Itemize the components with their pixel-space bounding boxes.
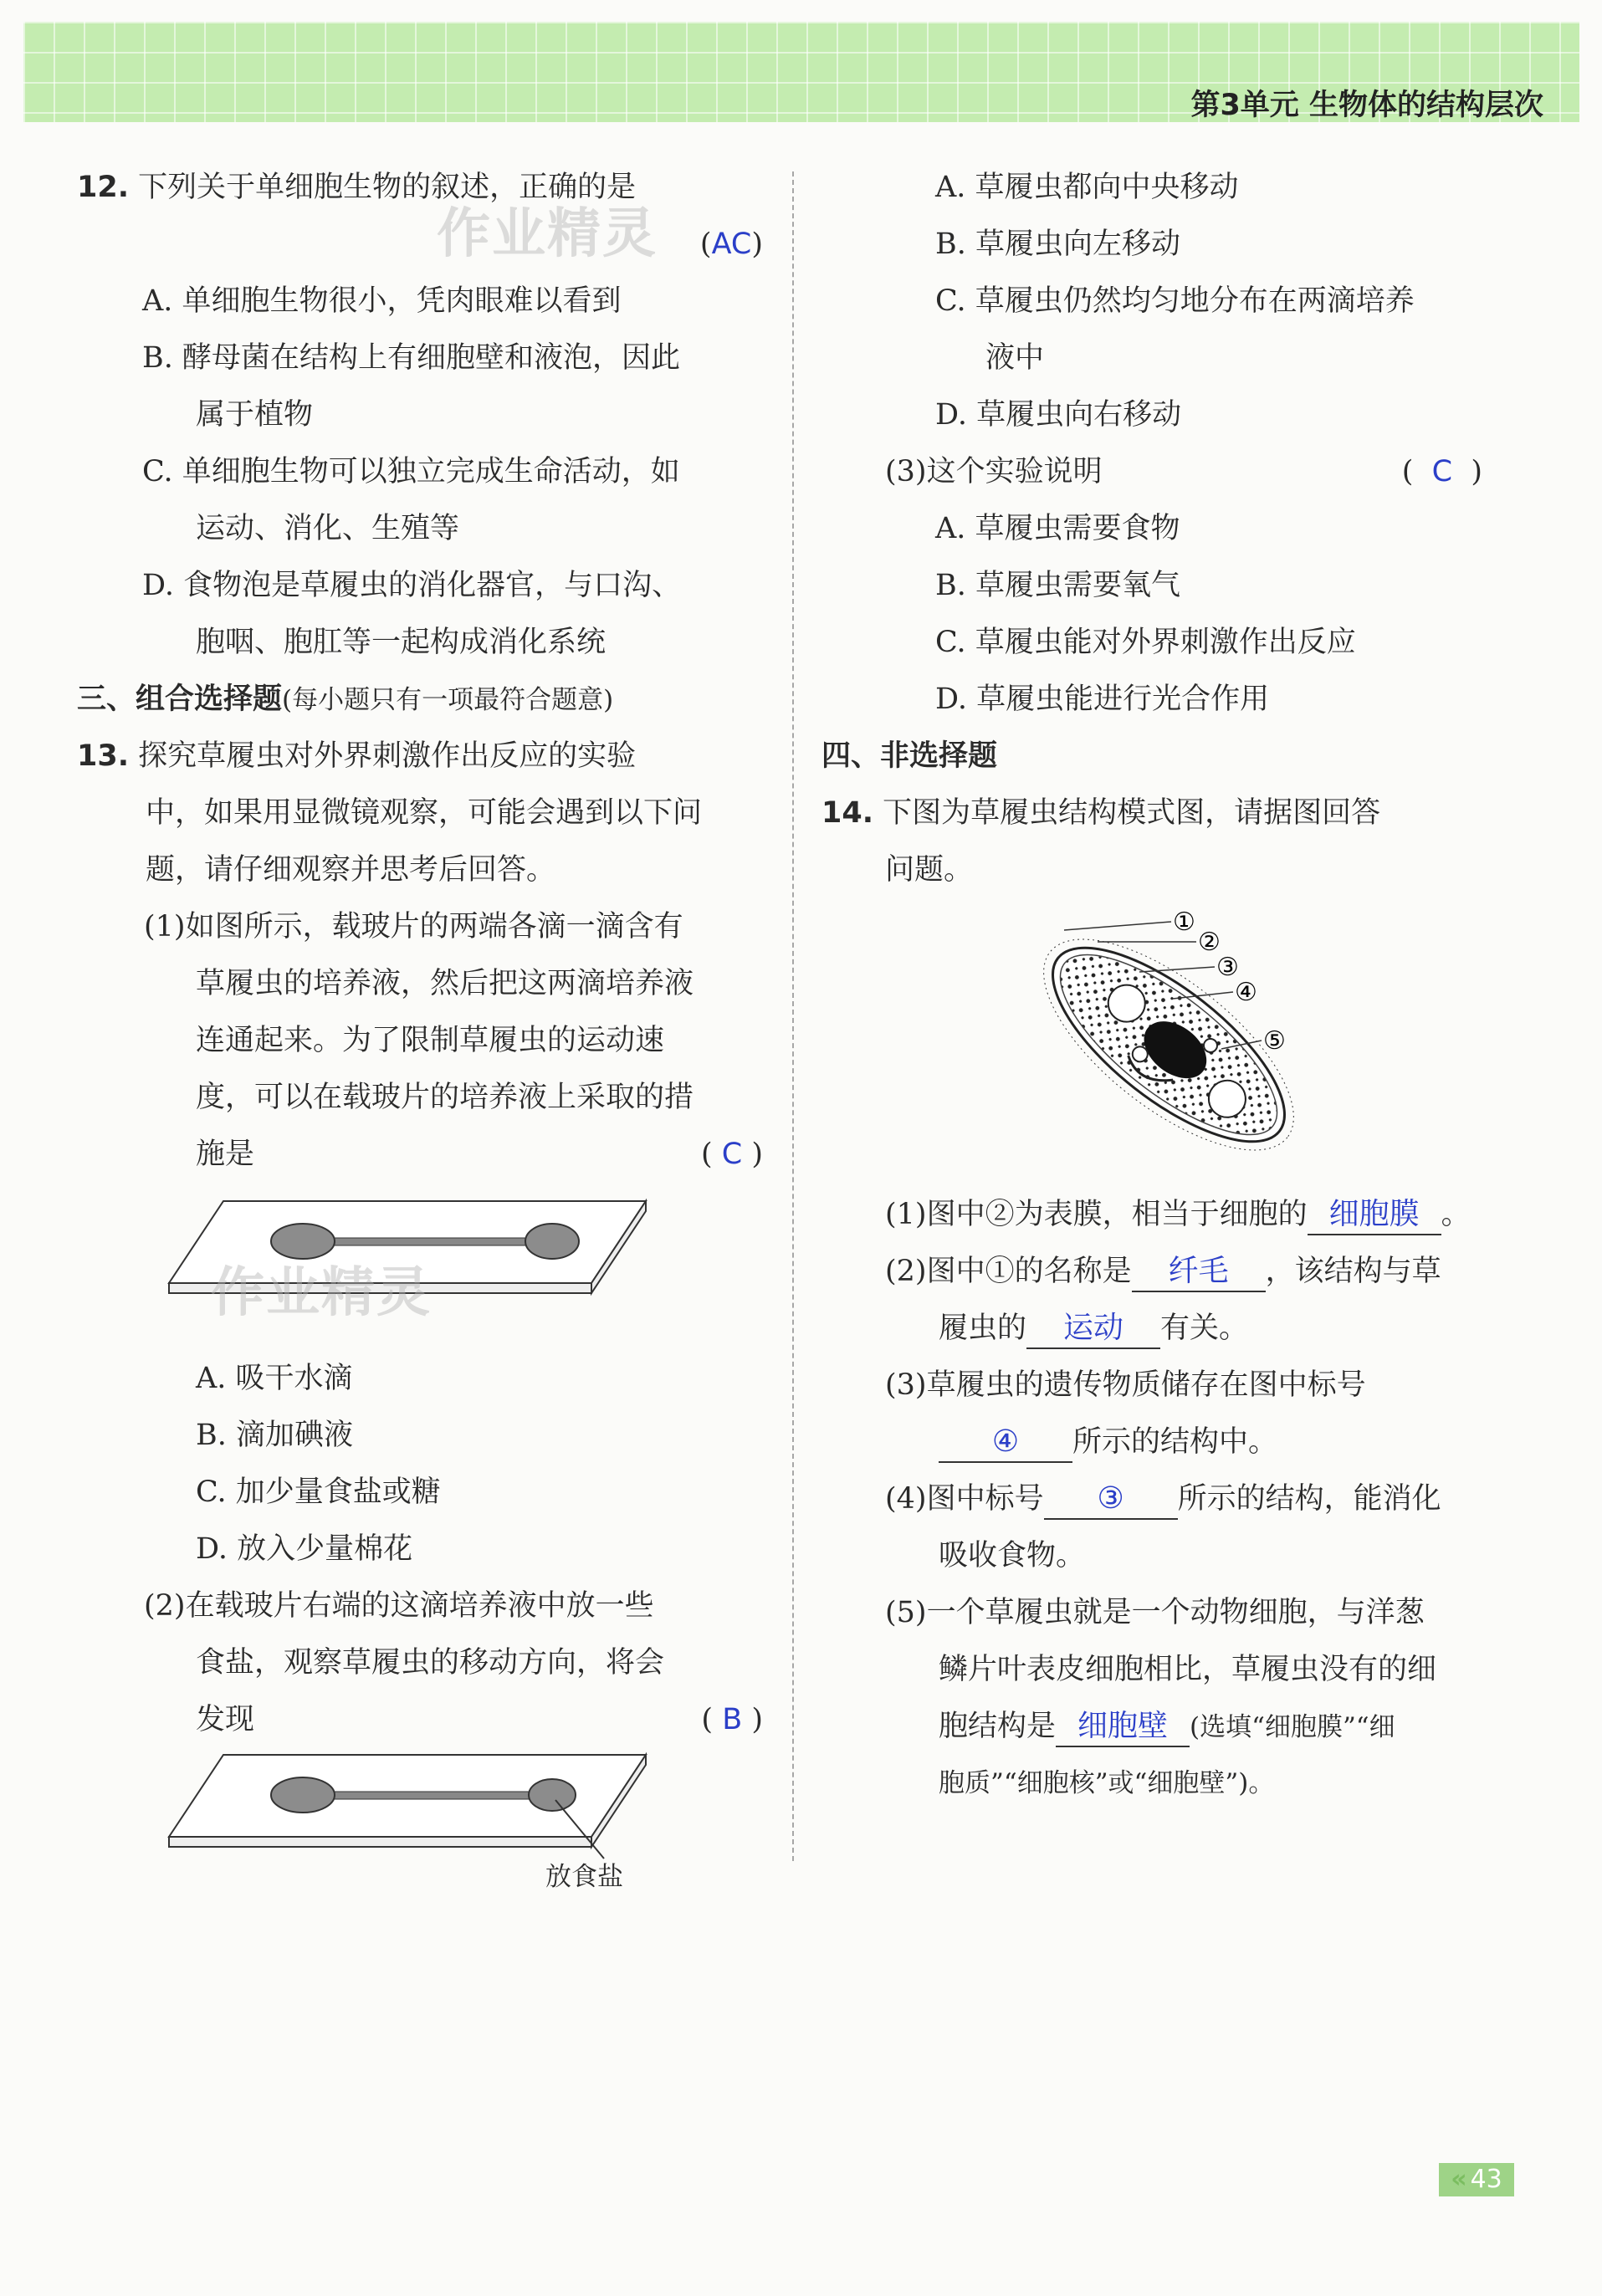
q13-part2-l2: 食盐，观察草履虫的移动方向，将会 — [196, 1646, 665, 1680]
glass-slide-salt-diagram — [77, 1748, 763, 1890]
q13-part2-option-a: A. 草履虫都向中央移动 — [935, 171, 1239, 204]
q14-stem-2: 问题。 — [885, 853, 974, 887]
fill-blank — [1044, 1480, 1178, 1520]
label-2: ② — [1198, 928, 1221, 957]
slide-figure-1 — [77, 1183, 763, 1350]
q12-option-b-cont: 属于植物 — [196, 398, 314, 432]
q12-option-a: A. 单细胞生物很小，凭肉眼难以看到 — [142, 284, 622, 318]
fill-blank — [939, 1423, 1072, 1463]
label-1: ① — [1173, 908, 1195, 937]
q13-stem-3: 题，请仔细观察并思考后回答。 — [146, 853, 556, 887]
q14-part5-l2: 鳞片叶表皮细胞相比，草履虫没有的细 — [939, 1653, 1437, 1686]
q13-part1-l2: 草履虫的培养液，然后把这两滴培养液 — [196, 967, 694, 1000]
q13-part1-l5: 施是 ( C ) — [77, 1126, 763, 1183]
q13-part3-option-c: C. 草履虫能对外界刺激作出反应 — [935, 626, 1356, 659]
answer-bracket: (AC) — [699, 228, 763, 261]
q14-part2-answer: 纤毛 — [1168, 1254, 1229, 1288]
fill-blank — [1056, 1707, 1190, 1747]
q14-part3: (3)草履虫的遗传物质储存在图中标号 — [885, 1368, 1366, 1402]
q12-option-d-cont: 胞咽、胞肛等一起构成消化系统 — [196, 626, 607, 659]
q13-part3-answer: C — [1431, 455, 1453, 488]
paramecium-diagram — [821, 898, 1507, 1186]
q12-answer: AC — [711, 228, 752, 261]
fill-blank — [1026, 1309, 1160, 1349]
q13-stem-2: 中，如果用显微镜观察，可能会遇到以下问 — [146, 796, 703, 830]
q13-part2-answer: B — [722, 1703, 743, 1736]
q13-part1-option-c: C. 加少量食盐或糖 — [196, 1475, 441, 1509]
q14-part5-l3: 胞结构是 细胞壁 (选填“细胞膜”“细 — [821, 1698, 1507, 1755]
q12-option-d: D. 食物泡是草履虫的消化器官，与口沟、 — [142, 569, 682, 602]
q13-part1-option-d: D. 放入少量棉花 — [196, 1532, 413, 1566]
section-4-heading: 四、非选择题 — [821, 739, 998, 773]
q13-part3-option-d: D. 草履虫能进行光合作用 — [935, 683, 1270, 716]
unit-title: 第3单元 生物体的结构层次 — [1190, 89, 1543, 122]
slide-figure-2 — [77, 1748, 763, 1890]
fill-blank — [1132, 1252, 1266, 1292]
q14-part4-cont: 吸收食物。 — [939, 1539, 1086, 1572]
q13-part1-l4: 度，可以在载玻片的培养液上采取的措 — [196, 1081, 694, 1114]
salt-label: 放食盐 — [545, 1862, 623, 1892]
right-column — [821, 159, 1507, 1812]
q13-part1-option-b: B. 滴加碘液 — [196, 1419, 353, 1452]
q13-part2: (2)在载玻片右端的这滴培养液中放一些 — [144, 1589, 654, 1623]
q14-stem: 14. 下图为草履虫结构模式图，请据图回答 — [821, 796, 1381, 830]
q14-part5-l4: 胞质”“细胞核”或“细胞壁”)。 — [939, 1768, 1275, 1798]
q13-part1-answer: C — [721, 1138, 743, 1171]
watermark: 作业精灵 — [437, 203, 658, 265]
fill-blank — [1308, 1195, 1441, 1235]
chevron-left-icon: « — [1451, 2165, 1467, 2194]
q13-part1-l3: 连通起来。为了限制草履虫的运动速 — [196, 1024, 665, 1057]
q14-part4: (4)图中标号 ③ 所示的结构，能消化 — [821, 1470, 1507, 1527]
label-5: ⑤ — [1263, 1026, 1286, 1056]
answer-bracket: ( C ) — [700, 1138, 763, 1171]
q12-answer-line — [77, 203, 763, 273]
q14-part2b-answer: 运动 — [1063, 1311, 1124, 1345]
column-divider — [792, 171, 794, 1861]
q13-part2-option-b: B. 草履虫向左移动 — [935, 228, 1180, 261]
answer-bracket: ( B ) — [701, 1703, 763, 1736]
q14-part1-answer: 细胞膜 — [1328, 1197, 1420, 1231]
left-column — [77, 159, 763, 1890]
answer-bracket: ( C ) — [1401, 455, 1482, 488]
watermark: 作业精灵 — [211, 1262, 432, 1324]
q12-option-b: B. 酵母菌在结构上有细胞壁和液泡，因此 — [142, 341, 680, 375]
label-3: ③ — [1216, 953, 1239, 982]
q13-part3-option-a: A. 草履虫需要食物 — [935, 512, 1180, 545]
q12-option-c: C. 单细胞生物可以独立完成生命活动，如 — [142, 455, 680, 488]
q14-part2: (2)图中①的名称是 纤毛 ，该结构与草 — [821, 1243, 1507, 1300]
q13-part2-option-c: C. 草履虫仍然均匀地分布在两滴培养 — [935, 284, 1415, 318]
q13-part2-option-c-cont: 液中 — [985, 341, 1045, 375]
q13-stem: 13. 探究草履虫对外界刺激作出反应的实验 — [77, 739, 637, 773]
paramecium-figure — [821, 898, 1507, 1186]
section-3-heading: 三、组合选择题(每小题只有一项最符合题意) — [77, 683, 614, 716]
q12-stem: 12. 下列关于单细胞生物的叙述，正确的是 — [77, 171, 637, 204]
q14-part5-answer: 细胞壁 — [1077, 1709, 1169, 1743]
q13-part3-option-b: B. 草履虫需要氧气 — [935, 569, 1180, 602]
q12-option-c-cont: 运动、消化、生殖等 — [196, 512, 460, 545]
q13-part2-option-d: D. 草履虫向右移动 — [935, 398, 1182, 432]
q14-part2-cont: 履虫的 运动 有关。 — [821, 1300, 1507, 1357]
q14-part3-cont: ④ 所示的结构中。 — [821, 1414, 1507, 1470]
q14-part1: (1)图中②为表膜，相当于细胞的 细胞膜 。 — [821, 1186, 1507, 1243]
q14-part5: (5)一个草履虫就是一个动物细胞，与洋葱 — [885, 1596, 1425, 1629]
q13-part1: (1)如图所示，载玻片的两端各滴一滴含有 — [144, 910, 683, 943]
q13-part3: (3)这个实验说明 ( C ) — [821, 443, 1507, 500]
label-4: ④ — [1235, 978, 1257, 1007]
q13-part1-option-a: A. 吸干水滴 — [196, 1362, 353, 1395]
q14-part4-answer: ③ — [1097, 1481, 1124, 1516]
q13-part2-l3: 发现 ( B ) — [77, 1691, 763, 1748]
page-number: « 43 — [1439, 2163, 1514, 2196]
q14-part3-answer: ④ — [991, 1424, 1020, 1459]
